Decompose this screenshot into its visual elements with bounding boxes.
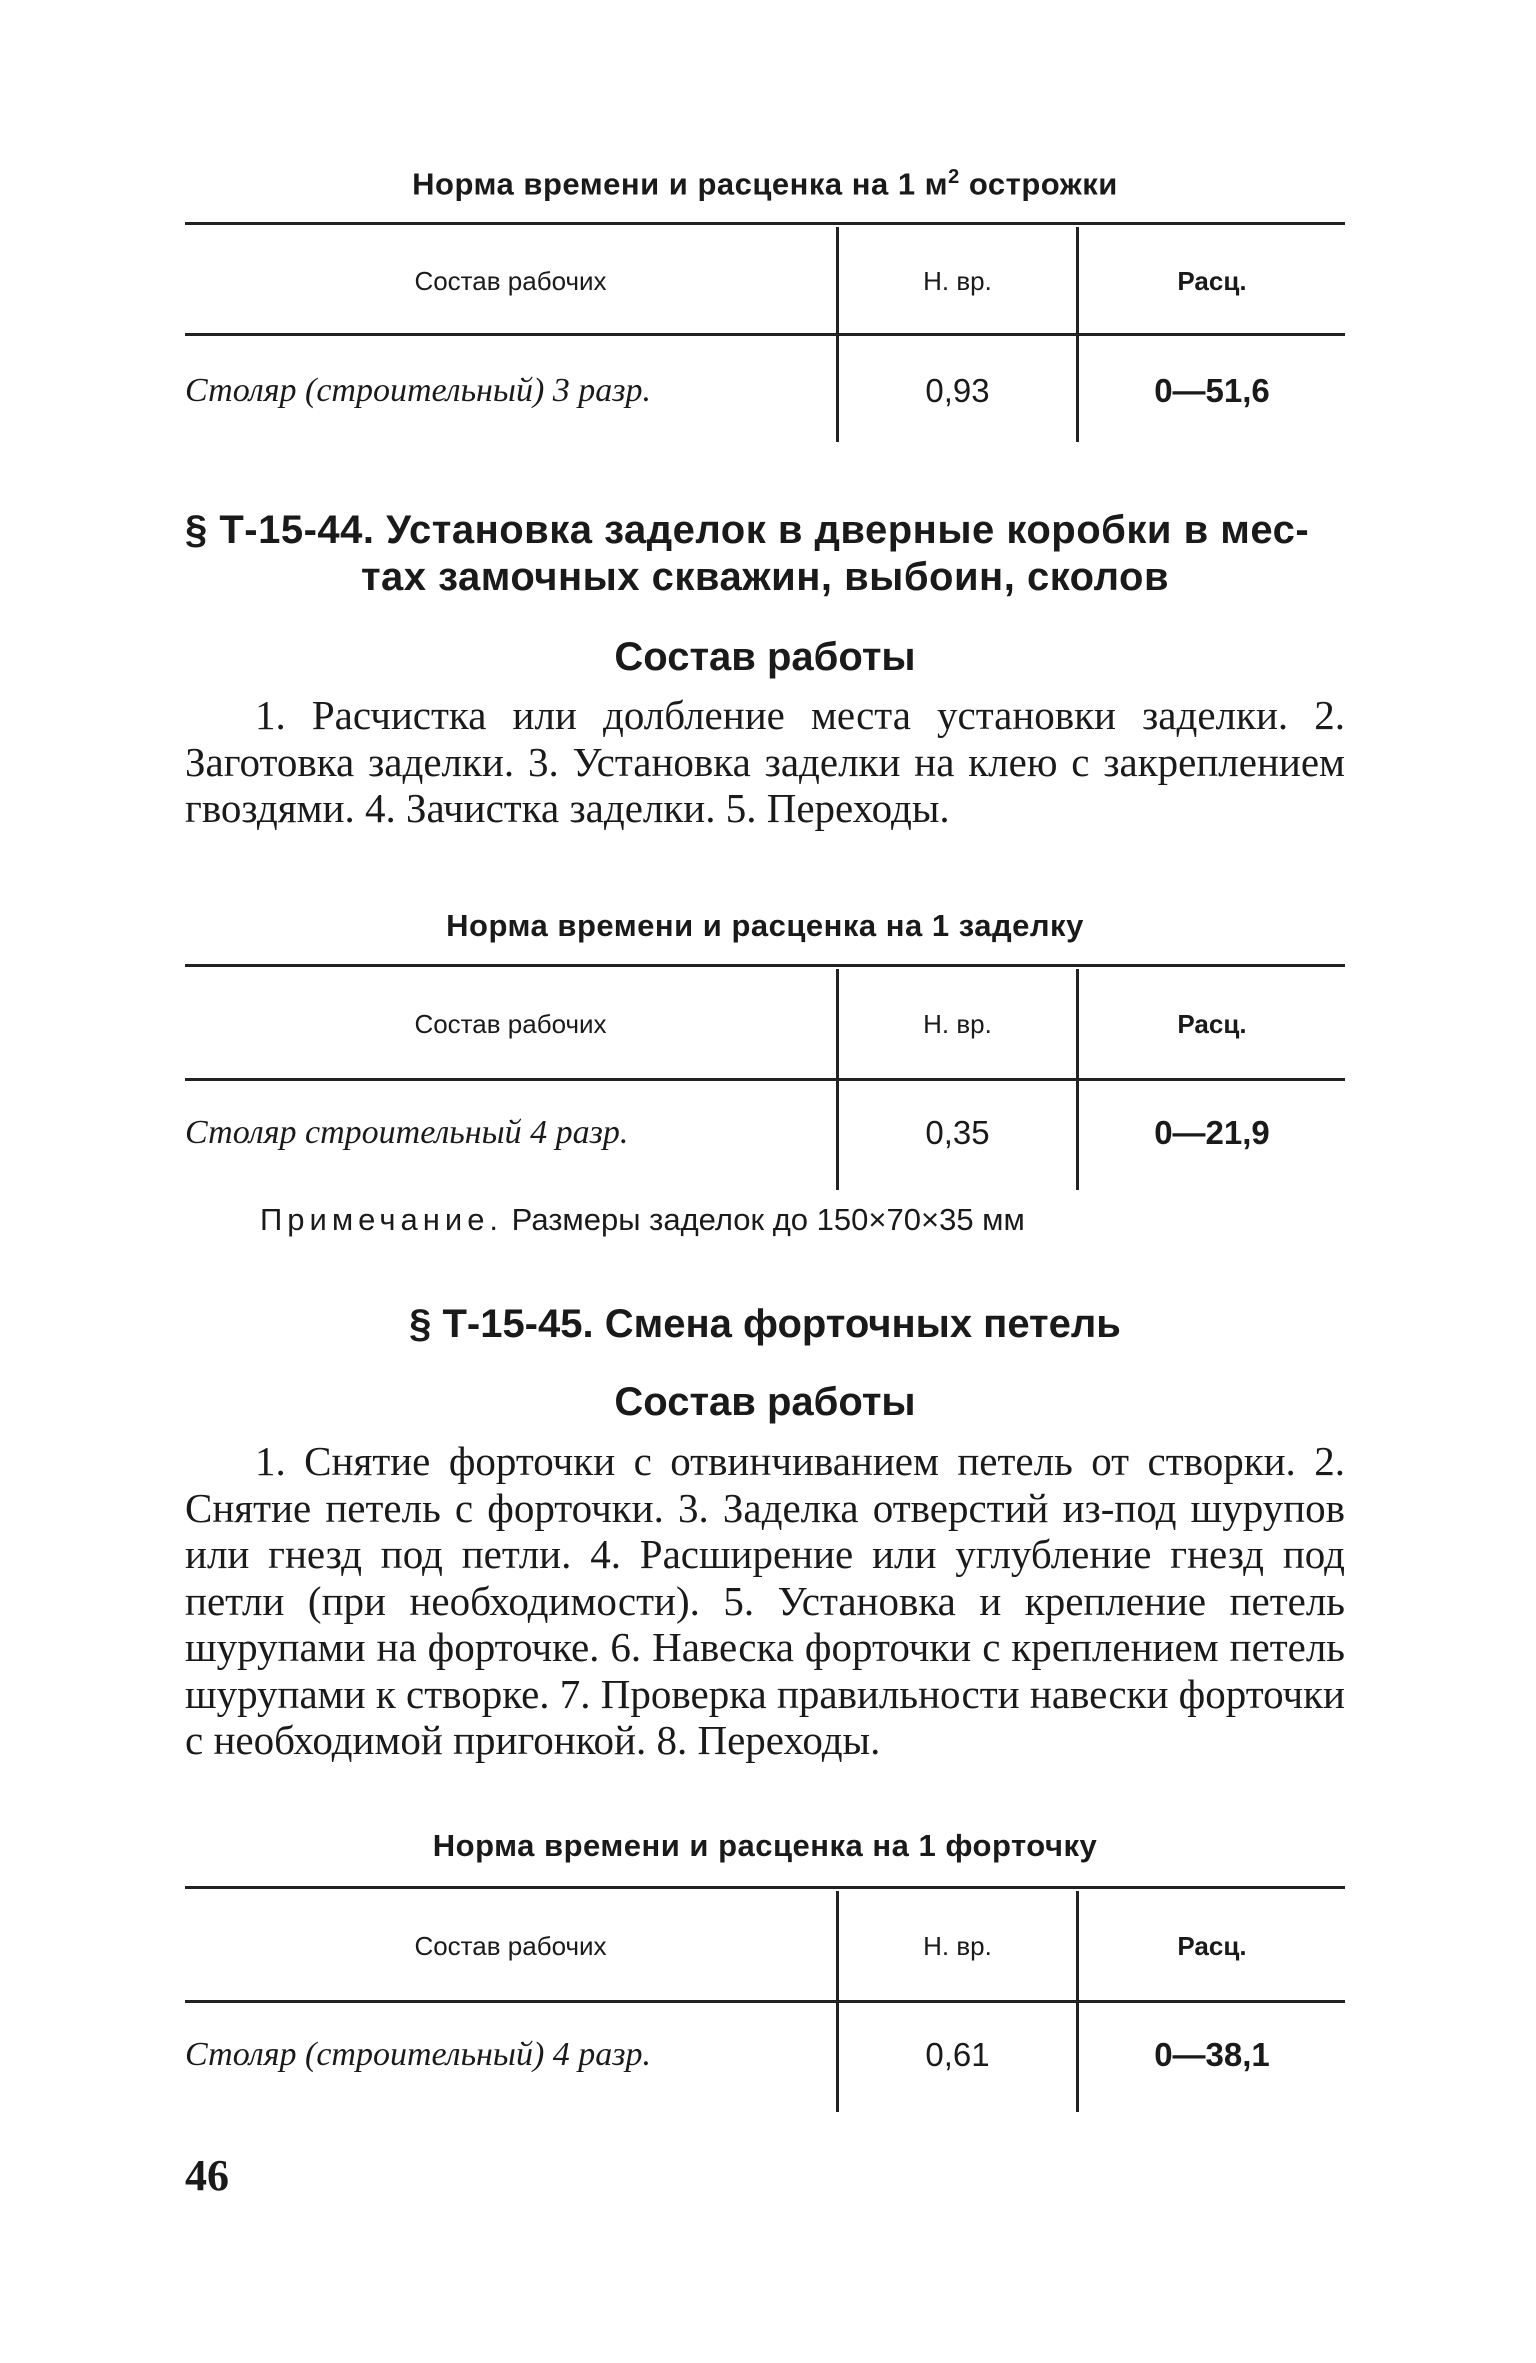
table2 <box>185 964 1345 1194</box>
header-time-norm: Н. вр. <box>923 1931 992 1961</box>
header-time-norm: Н. вр. <box>923 1009 992 1039</box>
section45-work-heading: Состав работы <box>614 1380 916 1424</box>
header-rate: Расц. <box>1177 1931 1247 1961</box>
table-column-divider <box>1076 1891 1079 2112</box>
table-top-rule <box>185 1886 1345 1889</box>
section45-title: § Т-15-45. Смена форточных петель <box>409 1302 1121 1346</box>
row-time-norm: 0,61 <box>925 2036 990 2073</box>
table1 <box>185 222 1345 448</box>
section44-work-text: 1. Расчистка или долбление места установки заделки. 2. Заготовка заделки. 3. Установка заделки на клею с закреплением гвоздями. 4. Зачистка заделки. 5. Переходы. <box>185 692 1345 831</box>
table3-caption: Норма времени и расценка на 1 форточку <box>432 1828 1098 1863</box>
section44-work-heading: Состав работы <box>614 635 916 679</box>
note <box>260 1202 1025 1238</box>
section44-title-line2: тах замочных скважин, выбоин, сколов <box>360 555 1170 599</box>
table-header-rule <box>185 1078 1345 1081</box>
table1-caption <box>185 166 1345 202</box>
header-rate: Расц. <box>1177 1009 1247 1039</box>
row-rate: 0—21,9 <box>1154 1114 1270 1151</box>
table3 <box>185 1886 1345 2116</box>
table-column-divider <box>836 1891 839 2112</box>
table-top-rule <box>185 222 1345 225</box>
page-number: 46 <box>185 2151 229 2200</box>
row-rate: 0—38,1 <box>1154 2036 1270 2073</box>
row-time-norm: 0,35 <box>925 1114 990 1151</box>
section44-title-line1: § Т-15-44. Установка заделок в дверные коробки в мес- <box>185 508 1310 552</box>
table1-caption-superscript: 2 <box>948 166 960 188</box>
header-rate: Расц. <box>1177 266 1247 296</box>
table-top-rule <box>185 964 1345 967</box>
row-rate: 0—51,6 <box>1154 372 1270 409</box>
row-worker: Столяр (строительный) 3 разр. <box>185 372 652 409</box>
header-time-norm: Н. вр. <box>923 266 992 296</box>
table-column-divider <box>836 969 839 1190</box>
table-header-rule <box>185 2000 1345 2003</box>
header-workers: Состав рабочих <box>414 266 607 296</box>
section45-work-text: 1. Снятие форточки с отвинчиванием петель от створки. 2. Снятие петель с форточки. 3. Заделка отверстий из-под шурупов или гнезд под петли. 4. Расширение или углубление гнезд под петли (при необходимости). 5. Установка и крепление петель шурупами на форточке. 6. Навеска форточки с креплением петель шурупами к створке. 7. Проверка правильности навески форточки с необходимой пригонкой. 8. Переходы. <box>185 1438 1345 1763</box>
table-column-divider <box>1076 969 1079 1190</box>
table-header-rule <box>185 333 1345 336</box>
table1-caption-text: Норма времени и расценка на 1 м <box>412 166 949 202</box>
table1-caption-tail: острожки <box>959 166 1118 202</box>
row-worker: Столяр (строительный) 4 разр. <box>185 2036 652 2073</box>
note-label: Примечание. <box>260 1202 504 1237</box>
table2-caption: Норма времени и расценка на 1 заделку <box>446 908 1084 943</box>
header-workers: Состав рабочих <box>414 1009 607 1039</box>
header-workers: Состав рабочих <box>414 1931 607 1961</box>
row-worker: Столяр строительный 4 разр. <box>185 1114 629 1151</box>
note-text: Размеры заделок до 150×70×35 мм <box>511 1202 1025 1237</box>
row-time-norm: 0,93 <box>925 372 990 409</box>
